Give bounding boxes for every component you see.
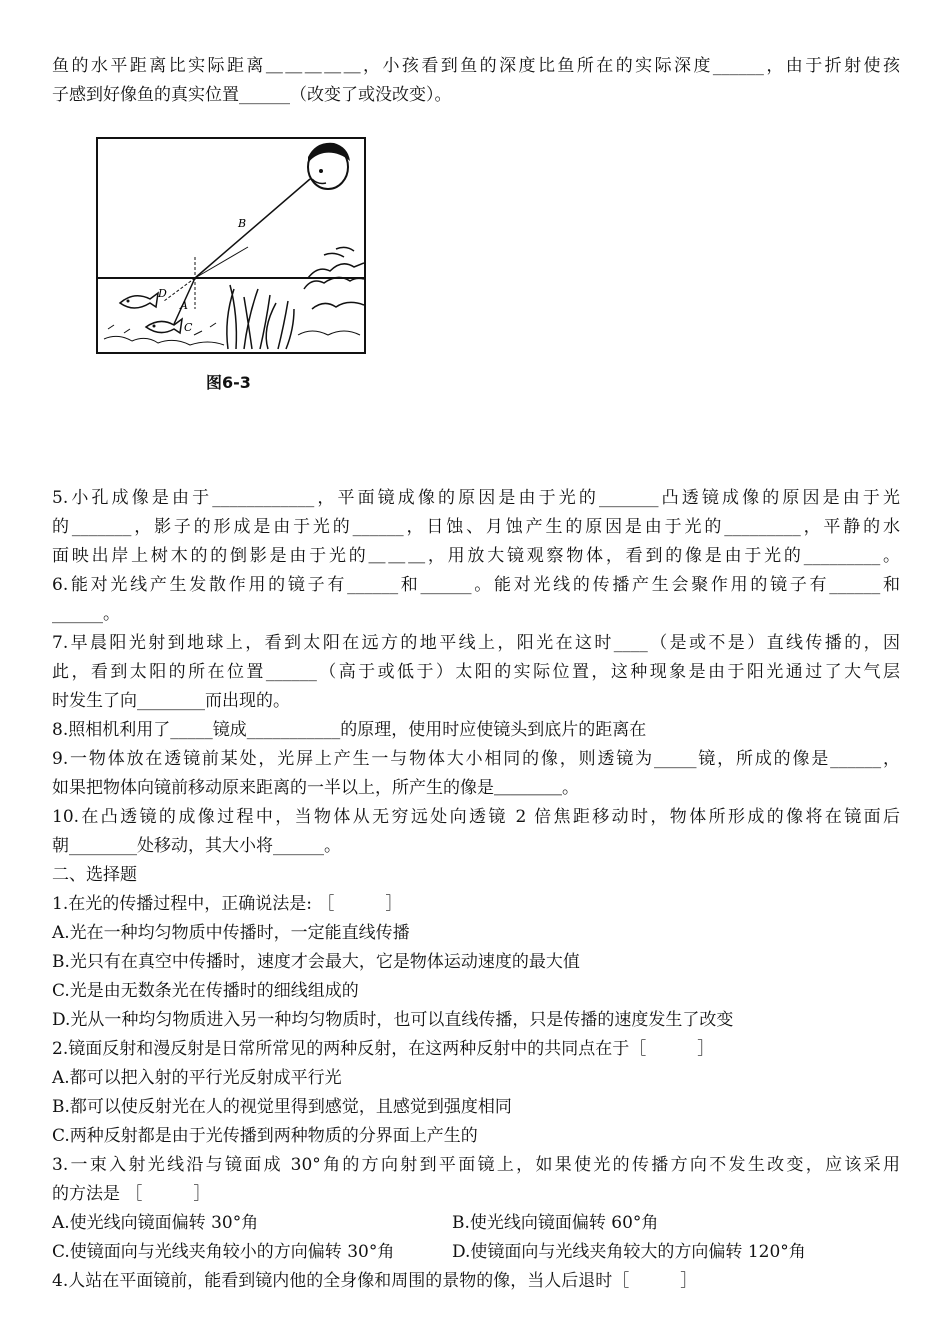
question-stem: 4.人站在平面镜前，能看到镜内他的全身像和周围的景物的像，当人后退时［ ］ (52, 1271, 698, 1291)
text-line: 5.小孔成像是由于____________，平面镜成像的原因是由于光的_______凸透镜成像的原因是由于光 (52, 488, 900, 508)
option-c: C.光是由无数条光在传播时的细线组成的 (52, 981, 359, 1001)
option-a: A.使光线向镜面偏转 30°角 (52, 1213, 259, 1233)
text-line: 此，看到太阳的所在位置______（高于或低于）太阳的实际位置，这种现象是由于阳光通过了大气层 (52, 662, 900, 682)
option-c: C.使镜面向与光线夹角较小的方向偏转 30°角 (52, 1242, 395, 1262)
text-line: 7.早晨阳光射到地球上，看到太阳在远方的地平线上，阳光在这时____（是或不是）直线传播的，因 (52, 633, 900, 653)
option-c: C.两种反射都是由于光传播到两种物质的分界面上产生的 (52, 1126, 478, 1146)
top-paragraph (52, 52, 900, 110)
fish-refraction-illustration (98, 139, 364, 352)
text-line: 朝________处移动，其大小将______。 (52, 836, 341, 856)
text-line: 子感到好像鱼的真实位置______（改变了或没改变）。 (52, 85, 452, 105)
option-d: D.光从一种均匀物质进入另一种均匀物质时，也可以直线传播，只是传播的速度发生了改变 (52, 1010, 734, 1030)
questions-block (52, 484, 900, 1296)
text-line: 如果把物体向镜前移动原来距离的一半以上，所产生的像是＿＿＿＿。 (52, 778, 579, 798)
text-line: 8.照相机利用了_____镜成___________的原理，使用时应使镜头到底片的距离在 (52, 720, 647, 740)
surface-ray (195, 247, 248, 278)
option-row (52, 1209, 900, 1238)
figure-6-3 (96, 137, 366, 354)
child-head-icon (308, 143, 350, 189)
label-b: B (238, 217, 247, 230)
label-c: C (184, 321, 193, 334)
text-line: 6.能对光线产生发散作用的镜子有______和______。能对光线的传播产生会聚作用的镜子有______和 (52, 575, 900, 595)
question-stem: 2.镜面反射和漫反射是日常所常见的两种反射，在这两种反射中的共同点在于［ ］ (52, 1039, 715, 1059)
fish-real-icon (146, 319, 182, 333)
question-stem: 的方法是 ［ ］ (52, 1184, 211, 1204)
riverbed-icon (104, 323, 360, 345)
sight-ray-b (195, 179, 310, 278)
water-plants-icon (227, 285, 294, 349)
option-b: B.使光线向镜面偏转 60°角 (452, 1213, 659, 1233)
label-a: A (180, 299, 188, 312)
text-line: 时发生了向________而出现的。 (52, 691, 290, 711)
text-line: 面映出岸上树木的的倒影是由于光的＿＿＿，用放大镜观察物体，看到的像是由于光的_________。 (52, 546, 900, 566)
question-stem: 1.在光的传播过程中，正确说法是: ［ ］ (52, 894, 403, 914)
section-heading: 二、选择题 (52, 865, 137, 885)
option-a: A.都可以把入射的平行光反射成平行光 (52, 1068, 342, 1088)
option-row (52, 1238, 900, 1267)
fish-image-icon (120, 293, 158, 308)
option-b: B.光只有在真空中传播时，速度才会最大，它是物体运动速度的最大值 (52, 952, 580, 972)
text-line: 9.一物体放在透镜前某处，光屏上产生一与物体大小相同的像，则透镜为_____镜，所成的像是______， (52, 749, 900, 769)
text-line: ______。 (52, 604, 120, 624)
label-d: D (158, 287, 167, 300)
option-d: D.使镜面向与光线夹角较大的方向偏转 120°角 (452, 1242, 806, 1262)
option-a: A.光在一种均匀物质中传播时，一定能直线传播 (52, 923, 410, 943)
question-stem: 3.一束入射光线沿与镜面成 30°角的方向射到平面镜上，如果使光的传播方向不发生改变，应该采用 (52, 1155, 900, 1175)
text-line: 的_______，影子的形成是由于光的______，日蚀、月蚀产生的原因是由于光的_________，平静的水 (52, 517, 900, 537)
text-line: 10.在凸透镜的成像过程中，当物体从无穷远处向透镜 2 倍焦距移动时，物体所形成的像将在镜面后 (52, 807, 900, 827)
text-line: 鱼的水平距离比实际距离＿＿＿＿＿，小孩看到鱼的深度比鱼所在的实际深度______，由于折射使孩 (52, 56, 900, 76)
figure-caption: 图6-3 (206, 373, 251, 392)
option-b: B.都可以使反射光在人的视觉里得到感觉，且感觉到强度相同 (52, 1097, 512, 1117)
